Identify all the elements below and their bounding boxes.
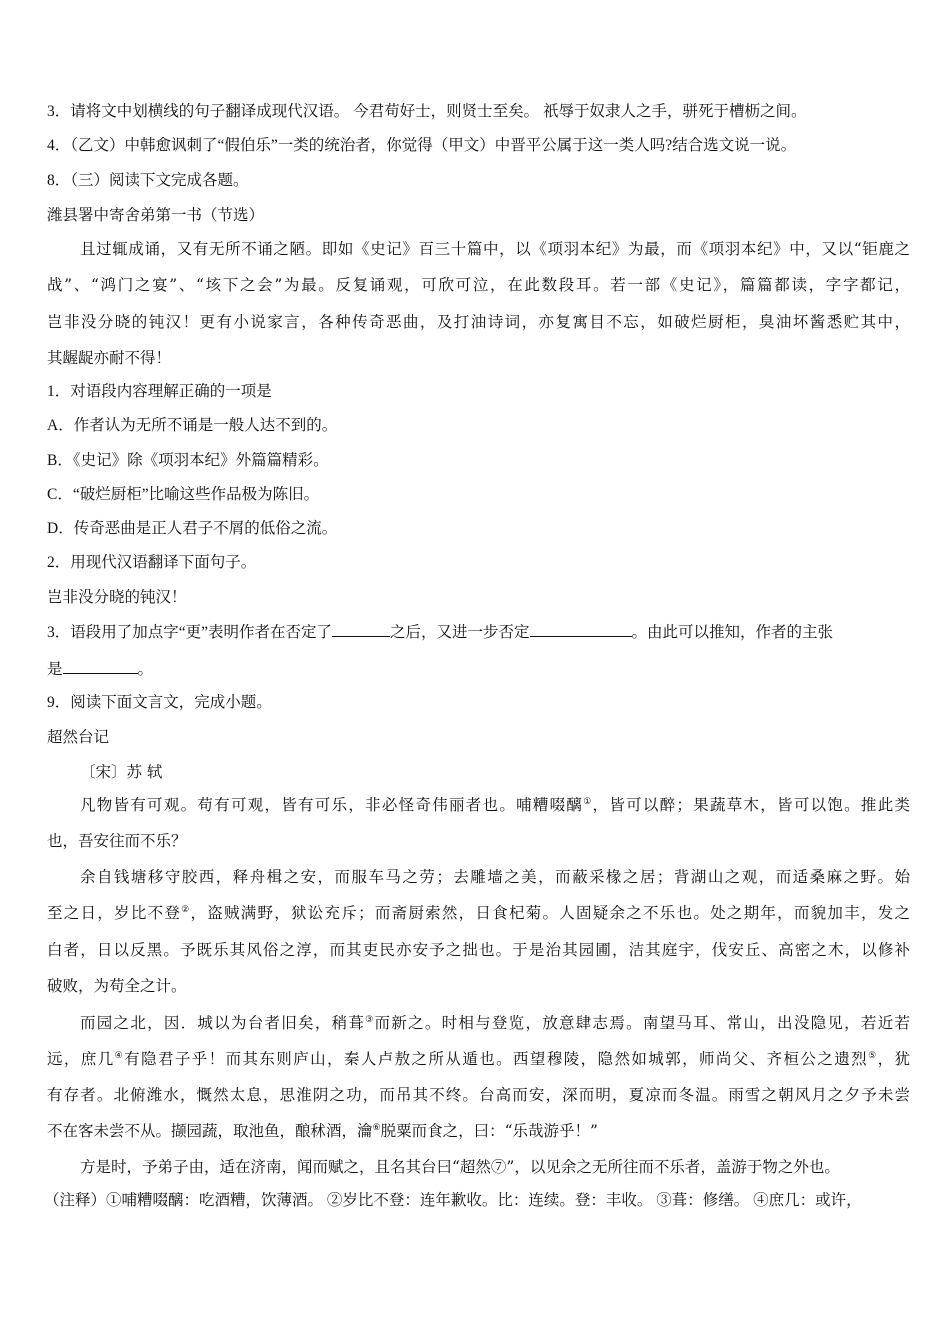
answer-blank-1[interactable] [332,622,390,637]
question-8-3-part-e: 。 [137,661,154,678]
passage-9-b-line-4: 破败，为苟全之计。 [47,977,187,995]
note-marker-5: ⑤ [868,1050,878,1061]
question-8-3-part-c: 。由此可以推知，作者的主张 [631,624,834,641]
passage-9-b-line-1: 余自钱塘移守胶西，释舟楫之安，而服车马之劳；去雕墙之美，而蔽采椽之居；背湖山之观，而适桑麻之野。始 [80,868,910,886]
question-8-3-part-a: 3．语段用了加点字“更”表明作者在否定了 [47,624,333,641]
passage-9-c-line-2: 远，庶几④有隐君子乎！而其东则庐山，秦人卢敖之所从遁也。西望穆陵，隐然如城郭，师尚父、齐桓公之遗烈⑤，犹 [47,1050,910,1068]
question-3-translate: 3．请将文中划横线的句子翻译成现代汉语。 今君苟好士，则贤士至矣。 祇辱于奴隶人之手，骈死于槽枥之间。 [47,103,807,120]
note-marker-4: ④ [114,1050,125,1061]
question-8-2-sentence: 岂非没分晓的钝汉！ [47,589,187,606]
answer-blank-2[interactable] [530,622,632,637]
passage-8-line-4: 其龌龊亦耐不得！ [47,349,172,367]
passage-9-b-line-3: 白者，日以反黑。予既乐其风俗之淳，而其吏民亦安予之拙也。于是治其园圃，洁其庭宇，伐安丘、高密之木，以修补 [47,941,910,959]
question-4: 4．（乙文）中韩愈讽刺了“假伯乐”一类的统治者，你觉得（甲文）中晋平公属于这一类人吗?结合选文说一说。 [47,137,797,154]
passage-8-line-3: 岂非没分晓的钝汉！更有小说家言，各种传奇恶曲，及打油诗词，亦复寓目不忘，如破烂厨柜，臭油坏酱悉贮其中， [47,313,910,331]
option-a: A．作者认为无所不诵是一般人达不到的。 [47,417,338,434]
passage-8-line-2: 战”、“鸿门之宴”、“垓下之会”为最。反复诵观，可欣可泣，在此数段耳。若一部《史记》，篇篇都读，字字都记， [47,276,910,294]
note-marker-3: ③ [365,1014,375,1025]
passage-9-d-line-1: 方是时，予弟子由，适在济南，闻而赋之，且名其台曰“超然⑦”，以见余之无所往而不乐者，盖游于物之外也。 [80,1158,840,1176]
passage-9-c-line-3: 有存者。北俯潍水，慨然太息，思淮阴之功，而吊其不终。台高而安，深而明，夏凉而冬温。雨雪之朝风月之夕予未尝 [47,1086,910,1104]
note-marker-2: ② [181,904,191,915]
answer-blank-3[interactable] [63,659,138,674]
option-c: C．“破烂厨柜”比喻这些作品极为陈旧。 [47,486,320,503]
passage-9-c-line-4: 不在客未尝不从。撷园蔬，取池鱼，酿秫酒，瀹⑥脱粟而食之，曰：“乐哉游乎！” [47,1122,598,1140]
question-8-2: 2．用现代汉语翻译下面句子。 [47,554,257,571]
section-9-author: 〔宋〕苏 轼 [80,763,163,781]
section-9-heading: 9．阅读下面文言文，完成小题。 [47,694,272,711]
question-8-3 [47,622,910,643]
question-8-1: 1．对语段内容理解正确的一项是 [47,383,272,400]
annotations: （注释）①哺糟啜醨：吃酒糟，饮薄酒。 ②岁比不登：连年歉收。比：连续。登：丰收。 ③葺：修缮。 ④庶几：或许， [44,1192,862,1209]
passage-8-line-1: 且过辄成诵，又有无所不诵之陋。即如《史记》百三十篇中，以《项羽本纪》为最，而《项羽本纪》中，又以“钜鹿之 [80,240,910,258]
question-8-3-part-d: 是 [47,661,63,678]
section-8-heading: 8．（三）阅读下文完成各题。 [47,172,249,189]
note-marker-6: ⑥ [372,1122,381,1133]
note-marker-1: ① [583,796,593,807]
option-b: B．《史记》除《项羽本纪》外篇篇精彩。 [47,452,329,469]
option-d: D．传奇恶曲是正人君子不屑的低俗之流。 [47,520,338,537]
passage-9-a-line-2: 也，吾安往而不乐？ [47,832,187,850]
passage-9-c-line-1: 而园之北，因．城以为台者旧矣，稍葺③而新之。时相与登览，放意肆志焉。南望马耳、常山，出没隐见，若近若 [80,1014,910,1032]
passage-9-a-line-1: 凡物皆有可观。苟有可观，皆有可乐，非必怪奇伟丽者也。哺糟啜醨①，皆可以醉；果蔬草木，皆可以饱。推此类 [80,796,910,814]
question-8-3-continued [47,659,910,680]
passage-9-b-line-2: 至之日，岁比不登②，盗贼满野，狱讼充斥；而斋厨索然，日食杞菊。人固疑余之不乐也。处之期年，而貌加丰，发之 [47,904,910,922]
section-8-title: 潍县署中寄舍弟第一书（节选） [47,206,265,224]
question-8-3-part-b: 之后，又进一步否定 [390,624,530,641]
section-9-title: 超然台记 [47,728,110,746]
